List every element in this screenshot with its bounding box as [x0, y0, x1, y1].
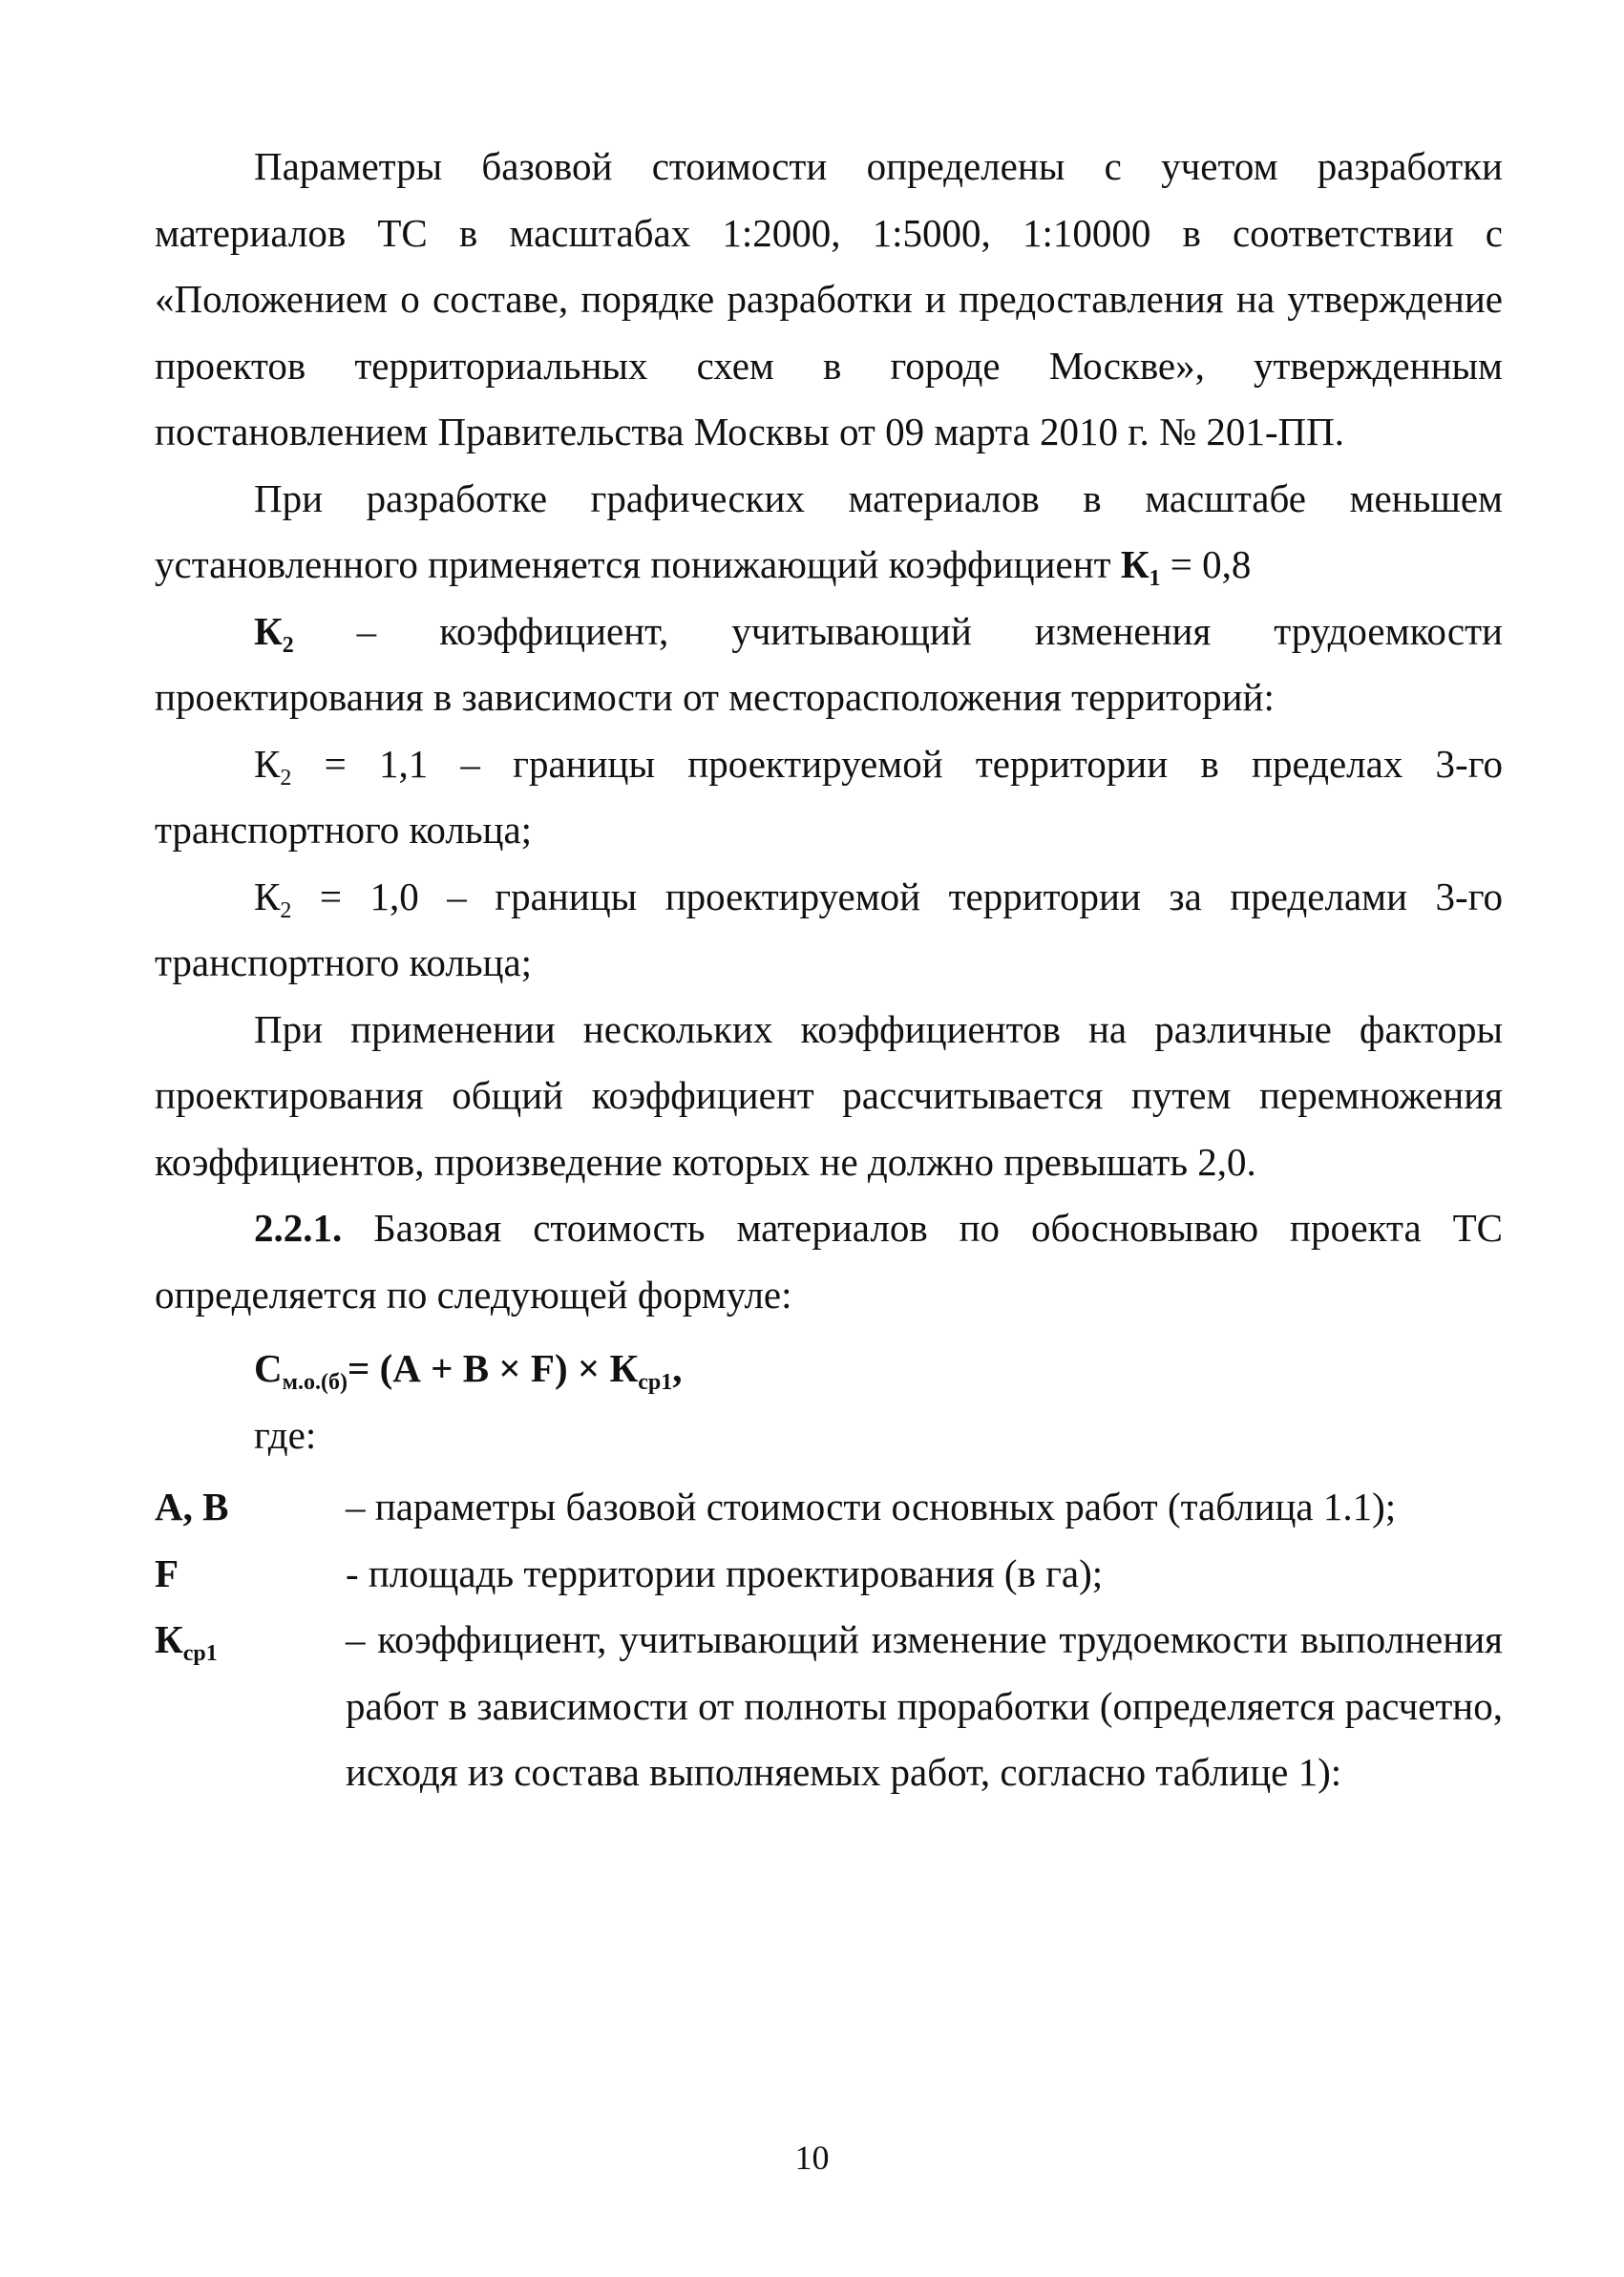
k1-letter: К [1120, 542, 1149, 586]
formula-rhs: = (А + В × F) × К [347, 1346, 639, 1390]
legend-symbol-ab-text: А, В [155, 1485, 229, 1529]
section-number: 2.2.1. [254, 1206, 343, 1250]
legend-description-kcp1: – коэффициент, учитывающий изменение трудоемкости выполнения работ в зависимости от полноты проработки (определяется расчетно, исходя из состава выполняемых работ, согласно таблице 1): [346, 1617, 1503, 1794]
variable-legend [155, 1474, 1503, 1806]
k2-inside-text: = 1,1 – границы проектируемой территории в пределах 3-го транспортного кольца; [155, 741, 1503, 852]
formula-lhs: С [254, 1346, 283, 1390]
paragraph-k2-inside-ring [155, 731, 1503, 864]
cost-formula [155, 1336, 1503, 1402]
legend-symbol-ab [155, 1474, 346, 1541]
reduction-text: При разработке графических материалов в масштабе меньшем установленного применяется понижающий коэффициент [155, 475, 1503, 586]
legend-symbol-f-text: F [155, 1550, 179, 1595]
where-label: где: [254, 1412, 317, 1457]
paragraph-reduction-coefficient [155, 466, 1503, 599]
k2-outside-letter: К [254, 874, 281, 918]
k2-outside-subscript: 2 [280, 897, 292, 923]
k2-subscript: 2 [282, 632, 294, 658]
k2-letter: К [254, 608, 283, 653]
k2-outside-text: = 1,0 – границы проектируемой территории за пределами 3-го транспортного кольца; [155, 874, 1503, 984]
section-text: Базовая стоимость материалов по обосновываю проекта ТС определяется по следующей формуле: [155, 1206, 1503, 1317]
formula-lhs-subscript: м.о.(б) [282, 1370, 348, 1395]
page-number: 10 [794, 2139, 830, 2177]
k1-symbol [1120, 542, 1161, 591]
paragraph-k2-definition [155, 599, 1503, 731]
k2-symbol [254, 608, 294, 658]
k2-definition-text: – коэффициент, учитывающий изменения трудоемкости проектирования в зависимости от месторасположения территорий: [155, 608, 1503, 719]
legend-symbol-kcp1-subscript: ср1 [182, 1641, 218, 1666]
formula-rhs-subscript: ср1 [638, 1370, 673, 1395]
k1-subscript: 1 [1149, 566, 1161, 591]
legend-symbol-kcp1-letter: К [155, 1617, 183, 1661]
legend-description-f: - площадь территории проектирования (в га); [346, 1550, 1104, 1595]
k1-value: = 0,8 [1160, 542, 1252, 586]
k2-inside-letter: К [254, 741, 281, 786]
document-page [155, 134, 1503, 1806]
paragraph-base-cost-parameters: Параметры базовой стоимости определены с учетом разработки материалов ТС в масштабах 1:2000, 1:5000, 1:10000 в соответствии с «Положением о составе, порядке разработки и предоставления на утверждение проектов территориальных схем в городе Москве», утвержденным постановлением Правительства Москвы от 09 марта 2010 г. № 201-ПП. [155, 144, 1503, 453]
legend-symbol-f [155, 1541, 346, 1608]
k2-inside-subscript: 2 [280, 765, 292, 791]
formula-tail: , [672, 1346, 683, 1390]
legend-description-ab: – параметры базовой стоимости основных работ (таблица 1.1); [346, 1485, 1397, 1529]
paragraph-multiple-coefficients: При применении нескольких коэффициентов на различные факторы проектирования общий коэффициент рассчитывается путем перемножения коэффициентов, произведение которых не должно превышать 2,0. [155, 1006, 1503, 1184]
paragraph-section-2-2-1 [155, 1195, 1503, 1328]
paragraph-k2-outside-ring [155, 864, 1503, 997]
legend-symbol-kcp1 [155, 1607, 346, 1806]
